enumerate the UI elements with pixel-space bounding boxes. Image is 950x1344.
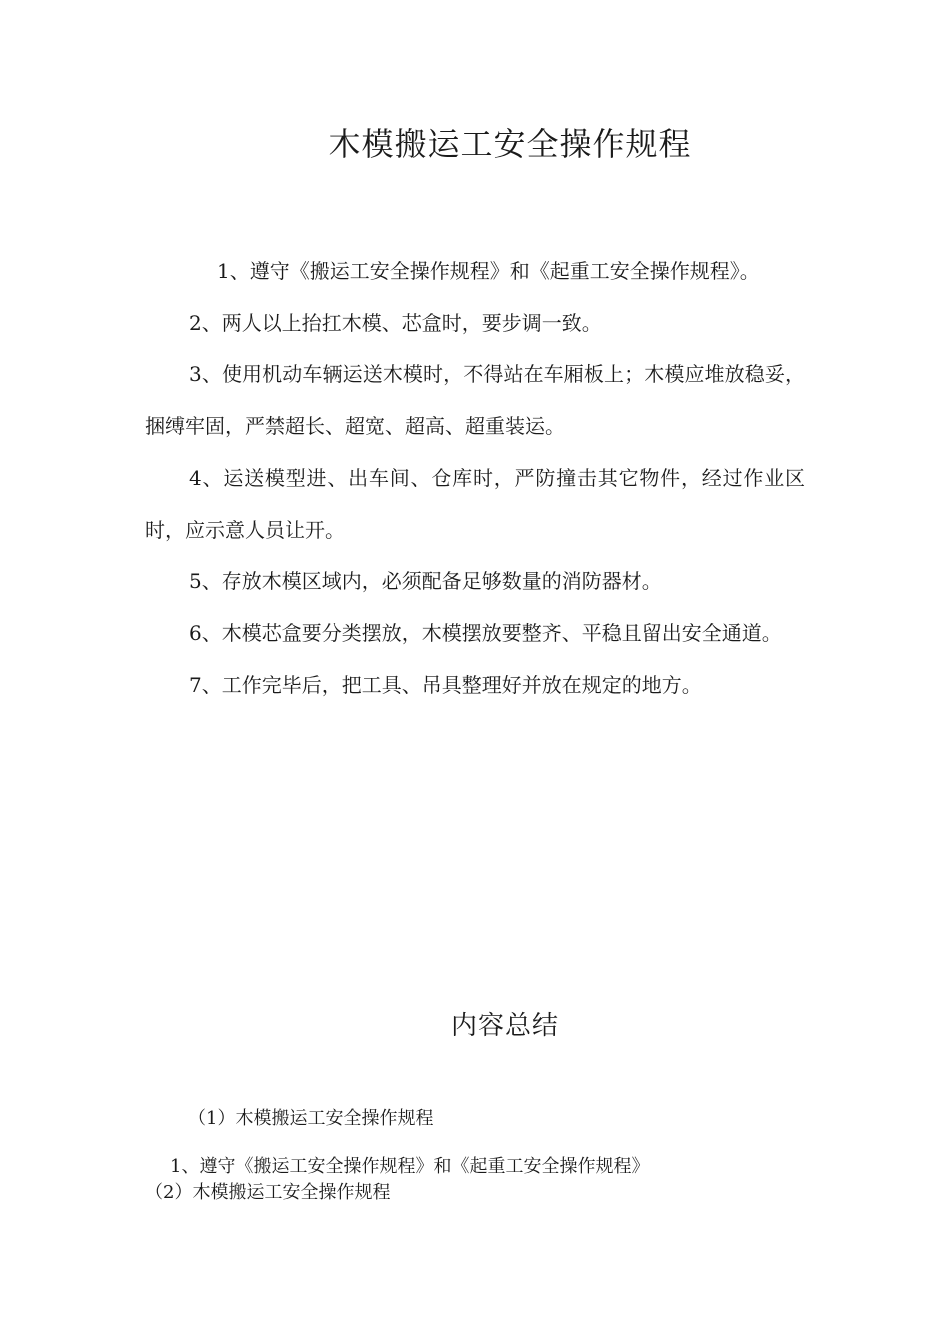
summary-title: 内容总结 bbox=[450, 1011, 559, 1041]
summary-line-1: （1）木模搬运工安全操作规程 bbox=[188, 1108, 434, 1129]
rule-item-1: 1、遵守《搬运工安全操作规程》和《起重工安全操作规程》。 bbox=[217, 259, 760, 283]
summary-line-3: （2）木模搬运工安全操作规程 bbox=[145, 1182, 391, 1203]
rule-item-6: 6、木模芯盒要分类摆放，木模摆放要整齐、平稳且留出安全通道。 bbox=[189, 620, 782, 645]
rule-item-4: 4、运送模型进、出车间、仓库时，严防撞击其它物件，经过作业区时，应示意人员让开。 bbox=[145, 465, 805, 542]
document-body bbox=[145, 246, 805, 711]
rule-item-3: 3、使用机动车辆运送木模时，不得站在车厢板上；木模应堆放稳妥，捆缚牢固，严禁超长、超宽、超高、超重装运。 bbox=[145, 362, 805, 439]
rule-item-7: 7、工作完毕后，把工具、吊具整理好并放在规定的地方。 bbox=[189, 672, 702, 697]
document-title: 木模搬运工安全操作规程 bbox=[328, 125, 692, 163]
rule-item-2: 2、两人以上抬扛木模、芯盒时，要步调一致。 bbox=[189, 310, 602, 335]
summary-line-2: 1、遵守《搬运工安全操作规程》和《起重工安全操作规程》 bbox=[170, 1156, 650, 1177]
rule-item-5: 5、存放木模区域内，必须配备足够数量的消防器材。 bbox=[189, 569, 662, 594]
